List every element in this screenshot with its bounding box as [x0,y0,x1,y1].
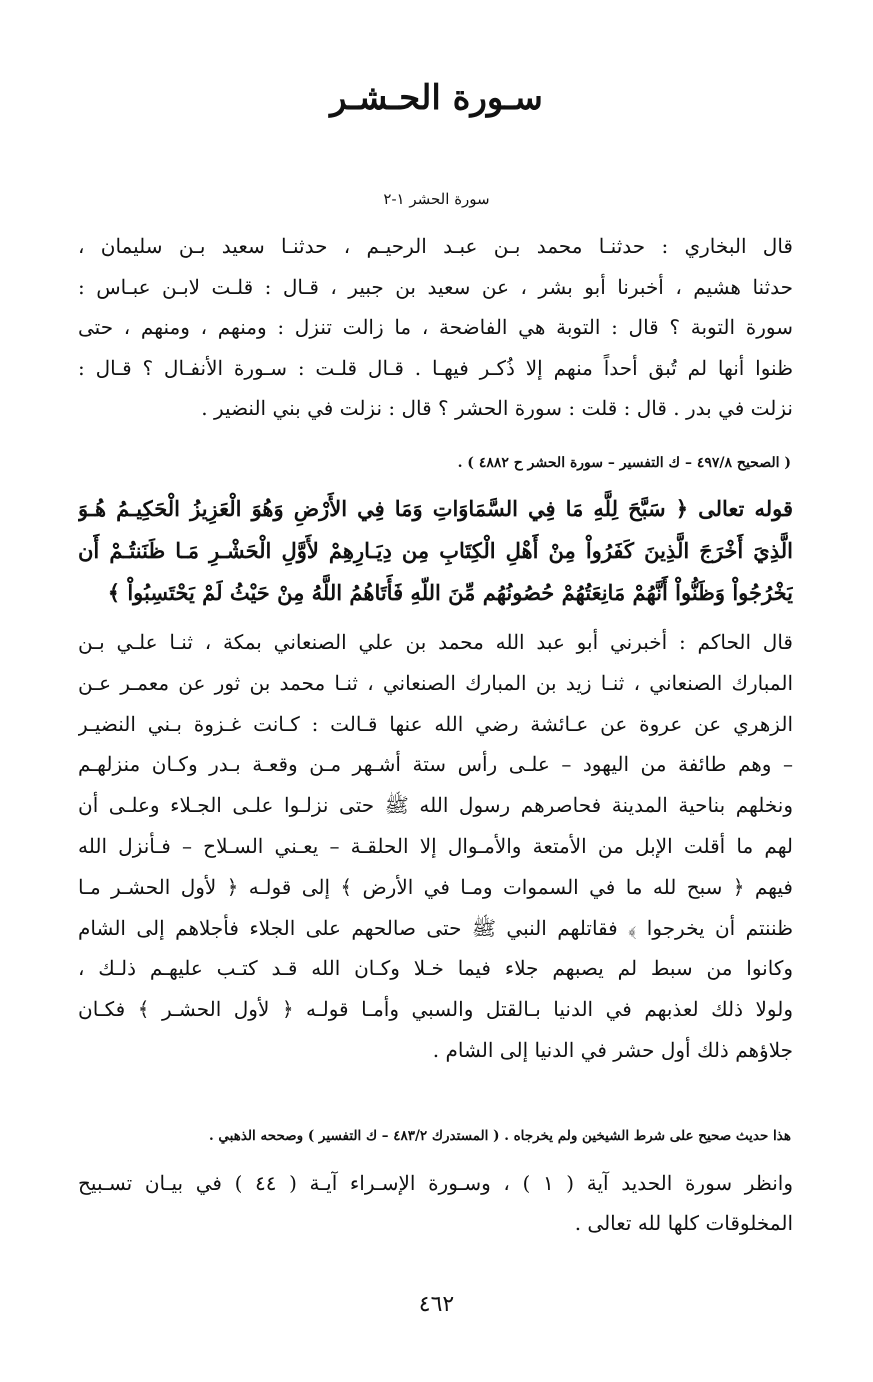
text-line: ظنوا أنها لم تُبق أحداً منهم إلا ذُكـر فيهـا . قـال قلـت : سـورة الأنفـال ؟ قـال : [78,355,793,380]
bukhari-paragraph [78,226,793,429]
text-line: حدثنا هشيم ، أخبرنا أبو بشر ، عن سعيد بن جبير ، قـال : قلـت لابـن عبـاس : [78,274,793,299]
text-line: نزلت في بدر . قال : قلت : سورة الحشر ؟ قال : نزلت في بني النضير . [201,396,793,420]
see-also-paragraph [78,1163,793,1243]
text-line: ونخلهم بناحية المدينة فحاصرهم رسول الله ﷺ حتى نزلـوا علـى الجـلاء وعلـى أن [78,793,793,818]
text-line: ظننتم أن يخرجوا ﴾ فقاتلهم النبي ﷺ حتى صالحهم على الجلاء فأجلاهم إلى الشام [78,915,793,940]
text-line: – وهم طائفة من اليهود – علـى رأس ستة أشـهر مـن وقعـة بـدر وكـان منزلهـم [78,752,793,777]
text-line: سورة التوبة ؟ قال : التوبة هي الفاضحة ، ما زالت تنزل : ومنهم ، ومنهم ، حتى [78,315,793,339]
section-reference: سورة الحشر ١-٢ [383,190,490,208]
text-line: جلاؤهم ذلك أول حشر في الدنيا إلى الشام . [432,1037,793,1062]
page-number: ٤٦٢ [418,1292,455,1317]
surah-title: سـورة الحـشـر [330,78,543,118]
text-line: فيهم ﴿ سبح لله ما في السموات ومـا في الأرض ﴾ إلى قولـه ﴿ لأول الحشـر مـا [78,874,793,899]
hakim-paragraph [78,622,793,1071]
text-line: المخلوقات كلها لله تعالى . [574,1211,793,1235]
text-line: لهم ما أقلت الإبل من الأمتعة والأمـوال إلا الحلقـة – يعـني السـلاح – فـأنزل الله [78,833,793,858]
verse-line: يَخْرُجُواْ وَظَنُّواْ أَنَّهُمْ مَانِعَتُهُمْ حُصُونُهُم مِّنَ اللّهِ فَأَتَاهُمُ اللَّهُ مِنْ حَيْثُ لَمْ يَحْتَسِبُواْ ﴾ [107,580,793,605]
text-line: الزهري عن عروة عن عـائشة رضي الله عنها قـالت : كـانت غـزوة بـني النضيـر [78,711,793,736]
verse-line: الَّذِيَ أَخْرَجَ الَّذِينَ كَفَرُواْ مِنْ أَهْلِ الْكِتَابِ مِن دِيَـارِهِمْ لأَوَّلِ الْحَشْـرِ مَـا ظَنَنتُـمْ أَن [78,538,793,563]
text-line: وانظر سورة الحديد آية ( ١ ) ، وسـورة الإسـراء آيـة ( ٤٤ ) في بيـان تسـبيح [78,1171,793,1195]
source-citation: ( الصحيح ٤٩٧/٨ – ك التفسير – سورة الحشر ح ٤٨٨٢ ) . [457,455,791,471]
quran-verse [78,488,793,614]
text-line: قال الحاكم : أخبرني أبو عبد الله محمد بن علي الصنعاني بمكة ، ثنـا علـي بـن [78,630,793,654]
verse-line: قوله تعالى ﴿ سَبَّحَ لِلَّهِ مَا فِي السَّمَاوَاتِ وَمَا فِي الأَرْضِ وَهُوَ الْعَزِيزُ الْحَكِيـمُ هُـوَ [78,496,793,521]
text-line: المبارك الصنعاني ، ثنـا زيد بن المبارك الصنعاني ، ثنـا محمد بن ثور عن معمـر عـن [78,670,793,695]
text-line: ولولا ذلك لعذبهم في الدنيا بـالقتل والسبي وأمـا قولـه ﴿ لأول الحشـر ﴾ فكـان [78,997,793,1022]
text-line: قال البخاري : حدثنـا محمد بـن عبـد الرحيـم ، حدثنـا سعيد بـن سليمان ، [78,234,793,258]
source-citation: هذا حديث صحيح على شرط الشيخين ولم يخرجاه . ( المستدرك ٤٨٣/٢ – ك التفسير ) وصححه الذهبي . [209,1128,791,1144]
text-line: وكانوا من سبط لم يصبهم جلاء فيما خـلا وكـان الله قـد كتـب عليهـم ذلـك ، [78,956,793,981]
